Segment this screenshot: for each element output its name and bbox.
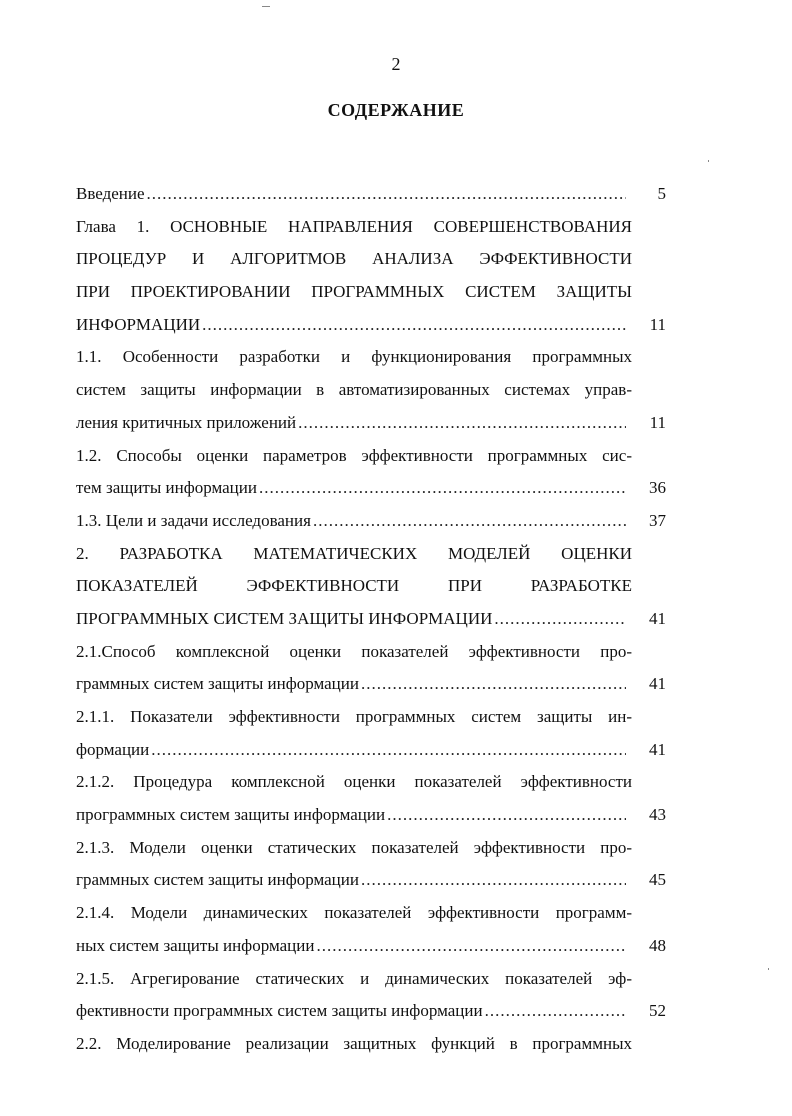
toc-page-number: 41	[649, 674, 666, 694]
leader-dots	[202, 309, 626, 342]
toc-entry-chapter-1-line-3: ПРИ ПРОЕКТИРОВАНИИ ПРОГРАММНЫХ СИСТЕМ ЗАЩИТЫ	[76, 282, 632, 302]
toc-entry-1-1-line-1: 1.1. Особенности разработки и функционирования программных	[76, 347, 632, 367]
toc-entry-1-2-line-1: 1.2. Способы оценки параметров эффективности программных сис-	[76, 445, 632, 465]
toc-entry-text: граммных систем защиты информации	[76, 674, 359, 694]
toc-page-number: 11	[649, 314, 666, 334]
toc-entry-chapter-2-line-2: ПОКАЗАТЕЛЕЙ ЭФФЕКТИВНОСТИ ПРИ РАЗРАБОТКЕ	[76, 576, 632, 596]
toc-entry-2-1-5-line-2	[76, 995, 666, 1028]
toc-entry-2-1-4-line-1: 2.1.4. Модели динамических показателей эффективности программ-	[76, 903, 632, 923]
leader-dots	[298, 407, 626, 440]
toc-entry-2-2-line-1: 2.2. Моделирование реализации защитных функций в программных	[76, 1033, 632, 1053]
leader-dots	[361, 864, 626, 897]
toc-entry-text: тем защиты информации	[76, 478, 257, 498]
page-title: СОДЕРЖАНИЕ	[327, 100, 465, 120]
toc-page-number: 36	[649, 478, 666, 498]
toc-entry-2-1-line-1: 2.1.Способ комплексной оценки показателей эффективности про-	[76, 641, 632, 661]
toc-entry-1-1-line-3	[76, 407, 666, 440]
toc-entry-2-1-4-line-2	[76, 930, 666, 963]
toc-entry-2-1-3-line-2	[76, 864, 666, 897]
toc-entry-chapter-1-line-4	[76, 309, 666, 342]
toc-page-number: 45	[649, 870, 666, 890]
toc-page-number: 11	[649, 412, 666, 432]
toc-entry-2-1-2-line-1: 2.1.2. Процедура комплексной оценки показателей эффективности	[76, 772, 632, 792]
page-number: 2	[391, 54, 401, 74]
scan-speck	[708, 160, 709, 162]
toc-entry-1-3	[76, 505, 666, 538]
toc-entry-2-1-1-line-1: 2.1.1. Показатели эффективности программных систем защиты ин-	[76, 707, 632, 726]
toc-entry-text: ных систем защиты информации	[76, 935, 315, 955]
toc-entry-chapter-2-line-3	[76, 603, 666, 636]
toc-entry-text: Введение	[76, 184, 145, 203]
toc-page-number: 41	[649, 739, 666, 759]
toc-page-number: 37	[649, 510, 666, 530]
toc-entry-intro	[76, 178, 666, 211]
scan-speck	[262, 6, 270, 7]
leader-dots	[361, 668, 626, 701]
toc-entry-text: программных систем защиты информации	[76, 805, 386, 825]
toc-entry-text: формации	[76, 739, 150, 759]
toc-entry-chapter-2-line-1: 2. РАЗРАБОТКА МАТЕМАТИЧЕСКИХ МОДЕЛЕЙ ОЦЕНКИ	[76, 543, 632, 563]
toc-page-number: 48	[649, 935, 666, 955]
toc-page-number: 5	[657, 184, 666, 203]
toc-entry-text: ления критичных приложений	[76, 412, 297, 432]
leader-dots	[147, 178, 626, 211]
toc-entry-1-2-line-2	[76, 472, 666, 505]
toc-page-number: 43	[649, 805, 666, 825]
toc-entry-2-1-1-line-2	[76, 734, 666, 767]
leader-dots	[316, 930, 626, 963]
toc-entry-chapter-1-line-1: Глава 1. ОСНОВНЫЕ НАПРАВЛЕНИЯ СОВЕРШЕНСТВОВАНИЯ	[76, 216, 632, 236]
table-of-contents	[76, 178, 666, 1061]
toc-entry-2-1-line-2	[76, 668, 666, 701]
leader-dots	[259, 472, 626, 505]
toc-entry-text: 1.3. Цели и задачи исследования	[76, 510, 311, 530]
toc-entry-2-1-3-line-1: 2.1.3. Модели оценки статических показателей эффективности про-	[76, 837, 632, 857]
scan-speck	[768, 968, 769, 970]
leader-dots	[494, 603, 626, 636]
toc-page-number: 52	[649, 1001, 666, 1021]
leader-dots	[313, 505, 626, 538]
toc-entry-text: фективности программных систем защиты информации	[76, 1001, 483, 1021]
toc-entry-text: граммных систем защиты информации	[76, 870, 359, 890]
toc-entry-2-1-5-line-1: 2.1.5. Агрегирование статических и динамических показателей эф-	[76, 968, 632, 988]
leader-dots	[485, 995, 626, 1028]
toc-entry-chapter-1-line-2: ПРОЦЕДУР И АЛГОРИТМОВ АНАЛИЗА ЭФФЕКТИВНОСТИ	[76, 249, 632, 269]
toc-entry-text: ИНФОРМАЦИИ	[76, 314, 201, 334]
toc-entry-1-1-line-2: систем защиты информации в автоматизированных системах управ-	[76, 380, 632, 400]
toc-page-number: 41	[649, 608, 666, 628]
toc-entry-2-1-2-line-2	[76, 799, 666, 832]
leader-dots	[151, 734, 626, 767]
leader-dots	[387, 799, 626, 832]
toc-entry-text: ПРОГРАММНЫХ СИСТЕМ ЗАЩИТЫ ИНФОРМАЦИИ	[76, 608, 493, 628]
